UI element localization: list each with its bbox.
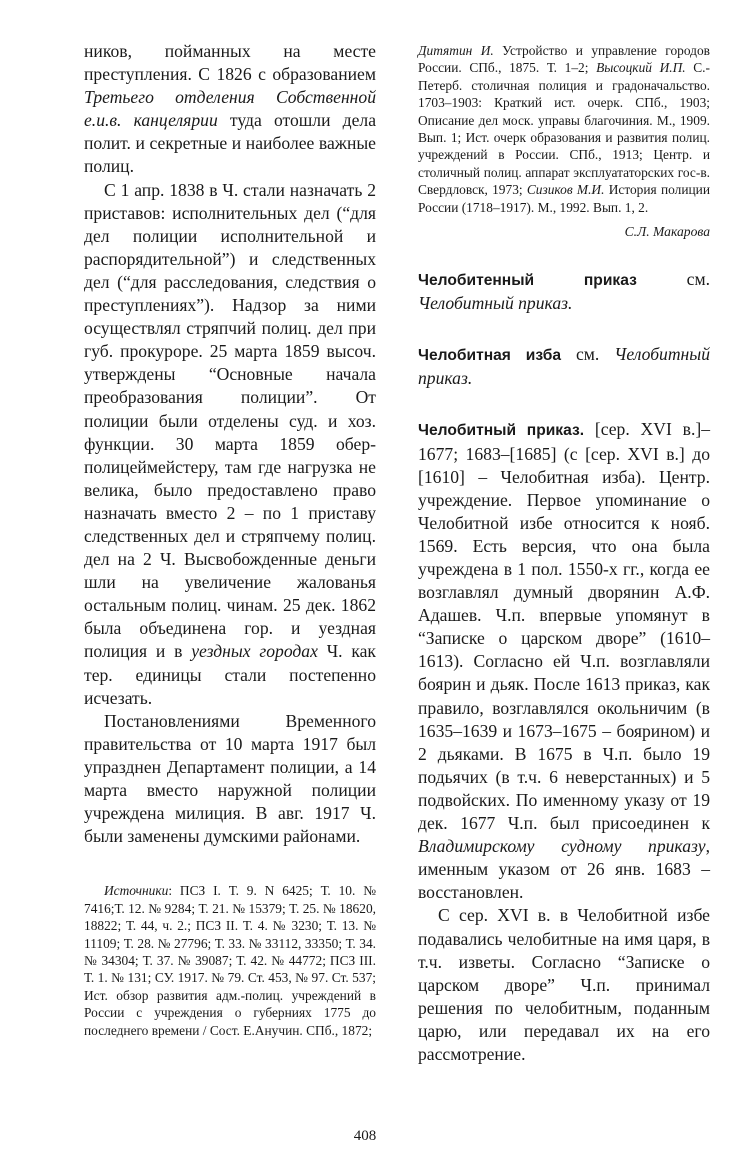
entry-headword: Челобитенный приказ <box>418 272 637 290</box>
entry-text: [сер. XVI в.]–1677; 1683–[1685] (с [сер. XVI в.] до [1610] – Челобитная изба). Центр. учреждение. Первое упоминание о Челобитной избе относится к нояб. 1569. Есть версия, что она была учреждена в 1 пол. 1550-х гг., когда ее возглавлял думный дворянин А.Ф. Адашев. Ч.п. впервые упомянут в “Записке о царском дворе” (1610–1613). Согласно ей Ч.п. возглавляли боярин и дьяк. После 1613 приказ, как правило, возглавлялся окольничим (в 1635–1639 и 1673–1675 – боярином) и 2 дьяками. В 1675 в Ч.п. было 19 подьячих (в т.ч. 6 неверстанных) и 5 подвойских. По именному указу от 19 дек. 1677 Ч.п. был присоединен к <box>418 419 710 834</box>
entry-headword: Челобитный приказ. <box>418 422 585 440</box>
cross-reference-link[interactable]: Владимирскому судному приказу <box>418 836 706 857</box>
cross-reference-link[interactable]: уездных городах <box>191 641 318 662</box>
paragraph-1917: Постановлениями Временного правительства от 10 марта 1917 был упразднен Департамент полиции, а 14 марта вместо наружной полиции учреждена милиция. В авг. 1917 Ч. были заменены думскими районами. <box>84 710 376 847</box>
left-column <box>84 40 376 1039</box>
see-text: см. <box>561 344 615 365</box>
source-text: С.-Петерб. столичная полиция и градоначальство. 1703–1903: Краткий ист. очерк. СПб., 1903; Описание дел моск. управы благочиния. М., 1909. Вып. 1; Ист. очерк образования и развития полиц. учреждений в России. СПб., 1913; Центр. и столичный полиц. аппарат эксплуататорских гос-в. Свердловск, 1973; <box>418 60 710 198</box>
article-author: С.Л. Макарова <box>624 224 710 240</box>
sources-text: : ПСЗ I. Т. 9. N 6425; Т. 10. № 7416;Т. 12. № 9284; Т. 21. № 15379; Т. 25. № 18620, 18822; Т. 44, ч. 2.; ПСЗ II. Т. 4. № 3230; Т. 13. № 11109; Т. 28. № 27796; Т. 33. № 33112, 33350; Т. 34. № 34304; Т. 37. № 39087; Т. 42. № 44772; ПСЗ III. Т. 1. № 131; СУ. 1917. № 79. Ст. 453, № 97. Ст. 537; Ист. обзор развития адм.-полиц. учреждений в России с учреждения о губерниях 1775 до последнего времени / Сост. Е.Анучин. СПб., 1872; <box>84 883 376 1038</box>
entry-chelobitny-prikaz-continued: С сер. XVI в. в Челобитной избе подавались челобитные на имя царя, в т.ч. изветы. Согласно “Записке о царском дворе” Ч.п. принимал решения по челобитным, поданным царю, или передавал их на его рассмотрение. <box>418 905 710 1064</box>
entry-headword: Челобитная изба <box>418 347 562 365</box>
sources-label: Источники <box>104 883 169 899</box>
see-text: см. <box>636 269 710 290</box>
cross-reference-link[interactable]: Челобитный приказ. <box>418 344 710 389</box>
cross-reference-link[interactable]: Челобитный приказ. <box>418 293 573 314</box>
cross-reference-link[interactable]: Третьего отделения Собственной е.и.в. канцелярии <box>84 87 376 131</box>
sources-block <box>84 882 376 1039</box>
page-number: 408 <box>353 1128 377 1144</box>
source-text: Устройство и управление городов России. СПб., 1875. Т. 1–2; <box>418 43 711 76</box>
entry-chelobitnaya-izba <box>418 343 710 390</box>
paragraph-text: ников, пойманных на месте преступления. С 1826 с образованием <box>84 41 376 85</box>
paragraph-police-history <box>84 40 376 179</box>
paragraph-pristavs <box>84 179 376 710</box>
source-text: История полиции России (1718–1917). М., 1992. Вып. 1, 2. <box>418 182 710 215</box>
source-author: Высоцкий И.П. <box>596 60 686 76</box>
entry-chelobitenny-prikaz <box>418 268 710 315</box>
source-author: Сизиков М.И. <box>526 182 605 198</box>
paragraph-text: туда отошли дела полит. и секретные и наиболее важные полиц. <box>84 110 376 177</box>
entry-text: , именным указом от 26 янв. 1683 – восстановлен. <box>418 836 710 903</box>
sources-continued <box>418 42 710 216</box>
right-column <box>418 40 710 1066</box>
paragraph-text: Ч. как тер. единицы стали постепенно исчезать. <box>84 641 376 708</box>
entry-chelobitny-prikaz <box>418 418 710 904</box>
paragraph-text: С 1 апр. 1838 в Ч. стали назначать 2 приставов: исполнительных дел (“для дел полиции исполнительной и распорядительной”) и следственных дел (“для расследования, следствия о преступлениях”). Надзор за ними осуществлял стряпчий полиц. дел при губ. прокуроре. 25 марта 1859 высоч. утверждены “Основные начала преобразования полиции”. От полиции были отделены суд. и хоз. функции. 30 марта 1859 обер-полицеймейстеру, там где нагрузка не велика, было предоставлено право назначать вместо 2 – по 1 приставу следственных дел и стряпчему полиц. дел на 2 Ч. Высвобожденные деньги шли на увеличение жалованья остальным полиц. чинам. 25 дек. 1862 была объединена гор. и уездная полиция и в <box>84 179 376 662</box>
source-author: Дитятин И. <box>418 43 494 58</box>
